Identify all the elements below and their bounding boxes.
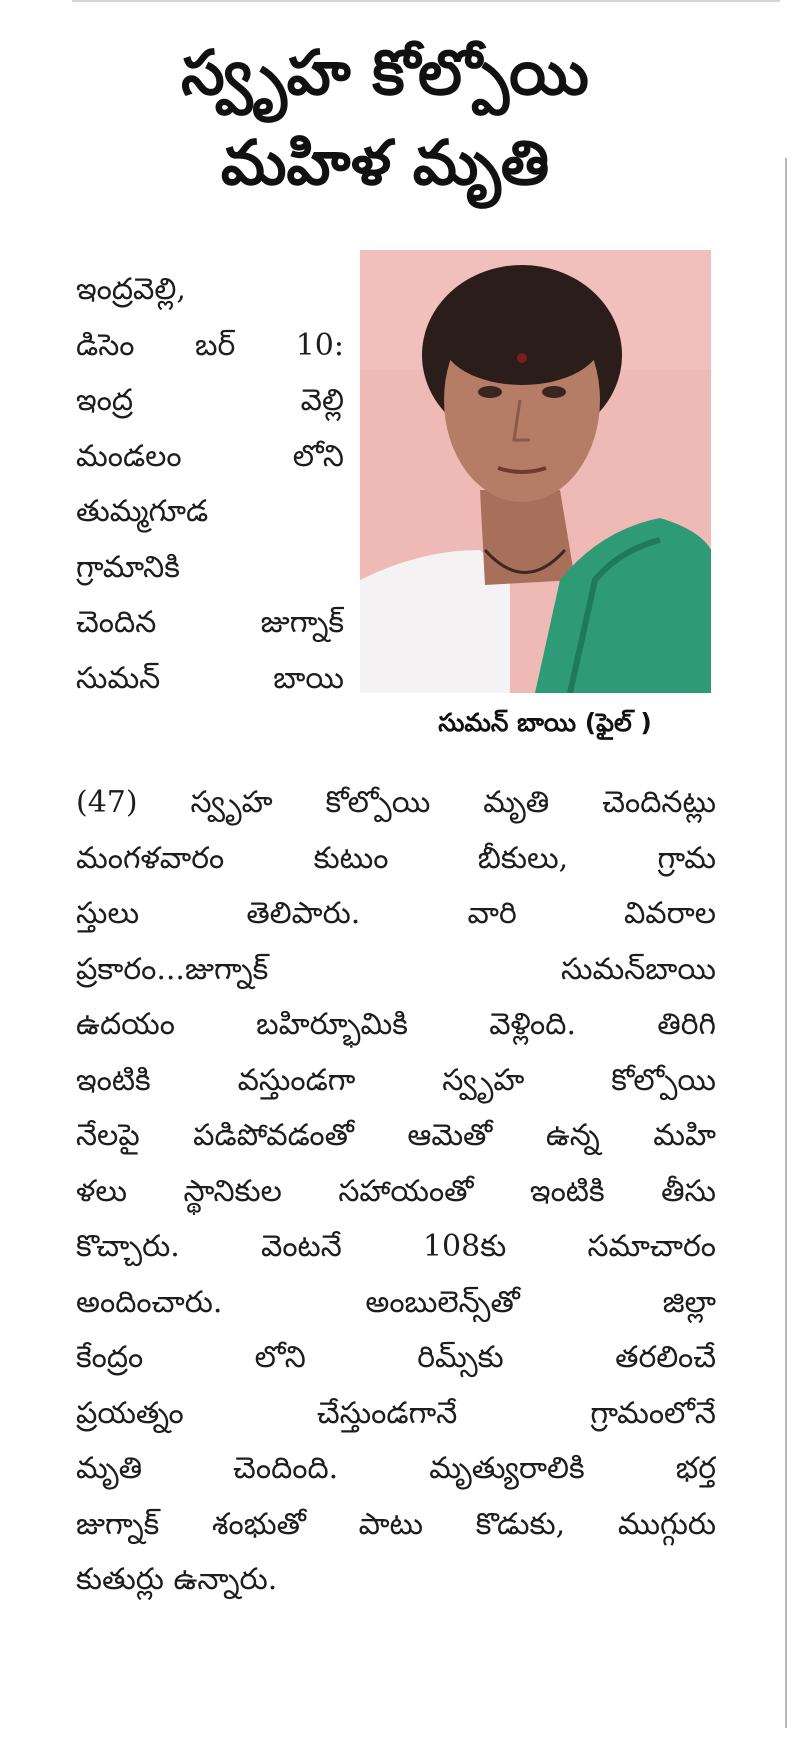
text-line: (47) స్వృహ కోల్పోయి మృతి చెందినట్లు (76, 785, 716, 820)
text-line: మంగళవారం కుటుం బీకులు, గ్రామ (76, 840, 716, 876)
headline-line-1: స్వృహ కోల్పోయి (181, 36, 589, 109)
text-line: ఇంద్ర వెల్లి (76, 383, 344, 418)
text-line: ప్రకారం...జుగ్నాక్ సుమన్‌బాయి (76, 951, 716, 987)
text-line: కొచ్చారు. వెంటనే 108కు సమాచారం (76, 1229, 716, 1264)
portrait-illustration (360, 250, 711, 693)
text-line: ళలు స్థానికుల సహాయంతో ఇంటికి తీసు (76, 1173, 716, 1209)
text-line: మృతి చెందింది. మృత్యురాలికి భర్త (76, 1451, 716, 1486)
text-line: స్తులు తెలిపారు. వారి వివరాల (76, 896, 716, 931)
text-line: నేలపై పడిపోవడంతో ఆమెతో ఉన్న మహి (76, 1118, 716, 1153)
portrait-photo (360, 250, 711, 693)
headline-line-2: మహిళ మృతి (220, 126, 550, 199)
text-line: ఇంద్రవెల్లి, (76, 272, 186, 307)
headline (60, 28, 710, 208)
column-divider (785, 158, 787, 1728)
text-line: మండలం లోని (76, 438, 344, 474)
article-body (76, 775, 716, 1608)
text-line: ప్రయత్నం చేస్తుండగానే గ్రామంలోనే (76, 1395, 716, 1431)
text-line: ఇంటికి వస్తుండగా స్వృహ కోల్పోయి (76, 1062, 716, 1098)
text-line: ఉదయం బహిర్భూమికి వెళ్లింది. తిరిగి (76, 1007, 716, 1042)
article-side-column (76, 262, 344, 706)
text-line: తుమ్మగూడ (76, 494, 209, 529)
text-line: డిసెం బర్ 10: (76, 327, 344, 363)
text-line: కేంద్రం లోని రిమ్స్‌కు తరలించే (76, 1340, 716, 1375)
text-line: సుమన్ బాయి (76, 660, 344, 696)
text-line: అందించారు. అంబులెన్స్‌తో జిల్లా (76, 1284, 716, 1320)
top-rule (72, 0, 780, 2)
photo-caption: సుమన్ బాయి (ఫైల్ ) (438, 708, 652, 737)
text-line: కుతుర్లు ఉన్నారు. (76, 1562, 278, 1597)
text-line: జుగ్నాక్ శంభుతో పాటు కొడుకు, ముగ్గురు (76, 1506, 716, 1542)
text-line: గ్రామానికి (76, 549, 180, 585)
text-line: చెందిన జుగ్నాక్ (76, 605, 344, 640)
